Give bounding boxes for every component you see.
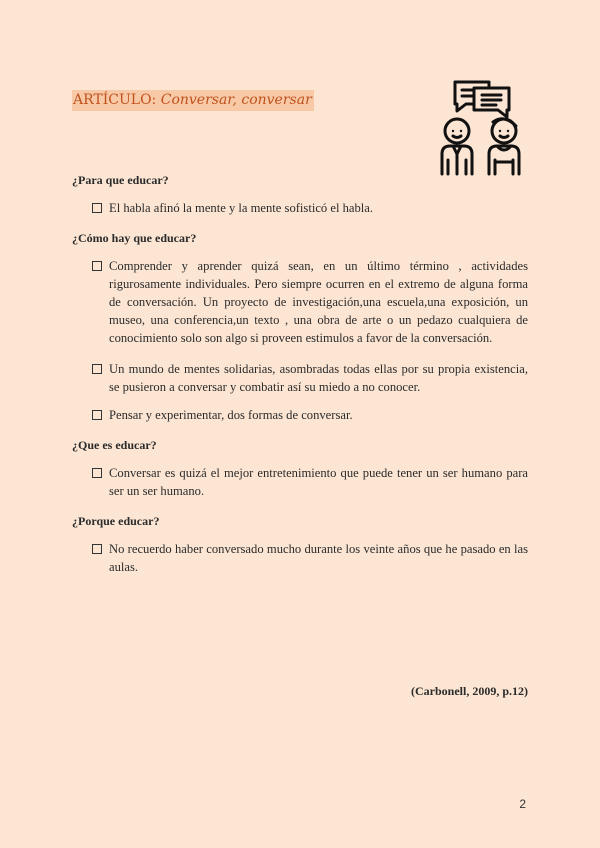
list-item — [92, 540, 528, 576]
list-item — [92, 464, 528, 500]
item-text: Comprender y aprender quizá sean, en un último término , actividades rigurosamente individuales. Pero siempre ocurren en el extremo de alguna forma de conversación. Un proyecto de investigación,una escuela,una exposición, un museo, una conferencia,un texto , una obra de arte o un pedazo cualquiera de conocimiento solo son algo si proveen estimulos a favor de la conversación. — [109, 259, 528, 345]
list-item — [92, 406, 528, 424]
page-number: 2 — [519, 797, 526, 811]
section-items — [92, 464, 528, 500]
citation: (Carbonell, 2009, p.12) — [411, 684, 528, 698]
section-items — [92, 257, 528, 424]
checkbox-icon — [92, 364, 102, 374]
list-item — [92, 360, 528, 396]
item-text: No recuerdo haber conversado mucho durante los veinte años que he pasado en las aulas. — [109, 542, 528, 574]
section-items — [92, 540, 528, 576]
checkbox-icon — [92, 203, 102, 213]
section-porque-educar — [72, 514, 528, 576]
section-heading: ¿Para que educar? — [72, 173, 169, 187]
section-heading: ¿Que es educar? — [72, 438, 157, 452]
conversation-people-icon — [436, 78, 526, 180]
section-que-es-educar — [72, 438, 528, 500]
section-heading: ¿Cómo hay que educar? — [72, 231, 197, 245]
section-como-hay-que-educar — [72, 231, 528, 424]
list-item — [92, 257, 528, 347]
checkbox-icon — [92, 410, 102, 420]
item-text: Conversar es quizá el mejor entretenimiento que puede tener un ser humano para ser un ser humano. — [109, 466, 528, 498]
section-items — [92, 199, 528, 217]
checkbox-icon — [92, 468, 102, 478]
checkbox-icon — [92, 544, 102, 554]
item-text: Un mundo de mentes solidarias, asombradas todas ellas por su propia existencia, se pusieron a conversar y combatir así su miedo a no conocer. — [109, 362, 528, 394]
article-title — [72, 90, 314, 111]
section-heading: ¿Porque educar? — [72, 514, 160, 528]
list-item — [92, 199, 528, 217]
checkbox-icon — [92, 261, 102, 271]
item-text: Pensar y experimentar, dos formas de conversar. — [109, 408, 353, 422]
section-para-que-educar — [72, 173, 528, 217]
content-sections — [72, 173, 528, 590]
title-prefix: ARTÍCULO: — [73, 92, 161, 108]
item-text: El habla afinó la mente y la mente sofisticó el habla. — [109, 201, 374, 215]
title-main: Conversar, conversar — [160, 92, 312, 108]
